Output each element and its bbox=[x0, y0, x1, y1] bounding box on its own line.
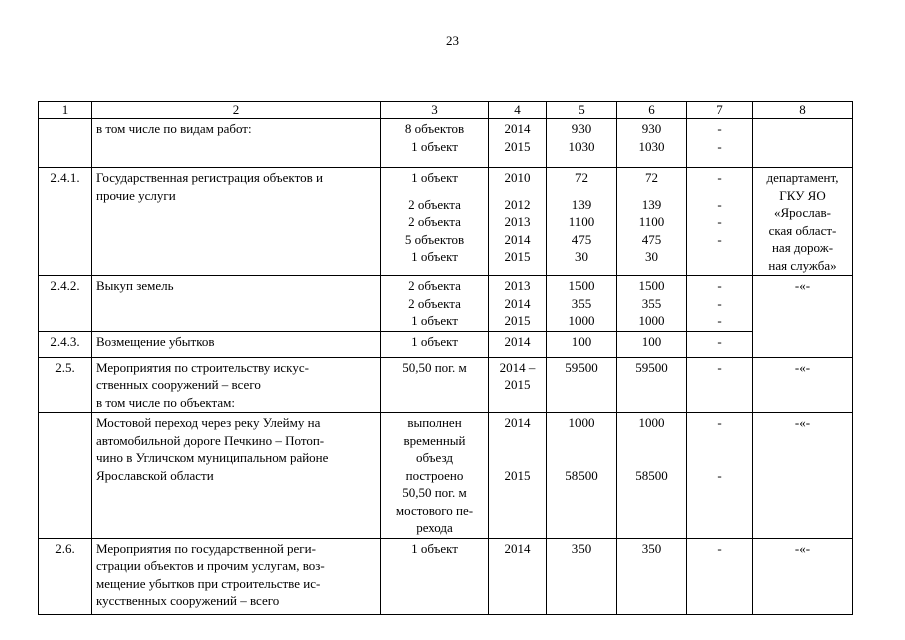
table-row bbox=[39, 331, 853, 357]
header-cell: 8 bbox=[753, 102, 853, 119]
value-cell: - bbox=[687, 331, 753, 357]
year-cell: 2014 bbox=[489, 331, 547, 357]
row-number-cell: 2.5. bbox=[39, 357, 92, 413]
value-cell: - bbox=[687, 538, 753, 614]
row-number-cell bbox=[39, 413, 92, 539]
value-cell: - - bbox=[687, 119, 753, 168]
value-cell: 1500 355 1000 bbox=[617, 276, 687, 332]
value-cell: 350 bbox=[547, 538, 617, 614]
value-cell: 1000 58500 bbox=[547, 413, 617, 539]
name-cell: Мероприятия по государственной реги- страции объектов и прочим услугам, воз- мещение убытков при строительстве ис- кусственных сооружений – всего bbox=[92, 538, 381, 614]
quantity-cell: выполнен временный объезд построено 50,50 пог. м мостового пе- рехода bbox=[381, 413, 489, 539]
row-number-cell: 2.6. bbox=[39, 538, 92, 614]
year-cell: 2014 – 2015 bbox=[489, 357, 547, 413]
value-cell: 59500 bbox=[547, 357, 617, 413]
name-cell: Мостовой переход через реку Улейму на автомобильной дороге Печкино – Потоп- чино в Угличском муниципальном районе Ярославской области bbox=[92, 413, 381, 539]
year-cell: 2014 bbox=[489, 538, 547, 614]
header-row bbox=[39, 102, 853, 119]
value-cell: - - - - bbox=[687, 168, 753, 276]
executor-cell: -«- bbox=[753, 413, 853, 539]
value-cell: 1000 58500 bbox=[617, 413, 687, 539]
header-cell: 6 bbox=[617, 102, 687, 119]
value-cell: 350 bbox=[617, 538, 687, 614]
row-number-cell: 2.4.1. bbox=[39, 168, 92, 276]
table-row bbox=[39, 119, 853, 168]
year-cell: 2014 2015 bbox=[489, 119, 547, 168]
header-cell: 2 bbox=[92, 102, 381, 119]
works-table bbox=[38, 101, 853, 615]
header-cell: 4 bbox=[489, 102, 547, 119]
table-row bbox=[39, 168, 853, 276]
name-cell: Государственная регистрация объектов и прочие услуги bbox=[92, 168, 381, 276]
page-number: 23 bbox=[446, 33, 459, 48]
quantity-cell: 8 объектов 1 объект bbox=[381, 119, 489, 168]
year-cell: 2014 2015 bbox=[489, 413, 547, 539]
row-number-cell: 2.4.2. bbox=[39, 276, 92, 332]
executor-cell: -«- bbox=[753, 357, 853, 413]
value-cell: - - - bbox=[687, 276, 753, 332]
executor-cell bbox=[753, 119, 853, 168]
value-cell: 1500 355 1000 bbox=[547, 276, 617, 332]
quantity-cell: 50,50 пог. м bbox=[381, 357, 489, 413]
value-cell: 72 139 1100 475 30 bbox=[617, 168, 687, 276]
table-row bbox=[39, 276, 853, 332]
header-cell: 3 bbox=[381, 102, 489, 119]
header-cell: 5 bbox=[547, 102, 617, 119]
table-row bbox=[39, 538, 853, 614]
year-cell: 2013 2014 2015 bbox=[489, 276, 547, 332]
name-cell: Выкуп земель bbox=[92, 276, 381, 332]
value-cell: - - bbox=[687, 413, 753, 539]
value-cell: 930 1030 bbox=[547, 119, 617, 168]
header-cell: 7 bbox=[687, 102, 753, 119]
executor-cell: -«- bbox=[753, 538, 853, 614]
value-cell: 72 139 1100 475 30 bbox=[547, 168, 617, 276]
header-cell: 1 bbox=[39, 102, 92, 119]
executor-cell: -«- bbox=[753, 276, 853, 358]
row-number-cell: 2.4.3. bbox=[39, 331, 92, 357]
value-cell: 100 bbox=[617, 331, 687, 357]
table-row bbox=[39, 413, 853, 539]
year-cell: 2010 2012 2013 2014 2015 bbox=[489, 168, 547, 276]
quantity-cell: 1 объект 2 объекта 2 объекта 5 объектов 1 объект bbox=[381, 168, 489, 276]
value-cell: - bbox=[687, 357, 753, 413]
value-cell: 100 bbox=[547, 331, 617, 357]
value-cell: 930 1030 bbox=[617, 119, 687, 168]
name-cell: Возмещение убытков bbox=[92, 331, 381, 357]
table-row bbox=[39, 357, 853, 413]
executor-cell: департамент, ГКУ ЯО «Ярослав- ская област- ная дорож- ная служба» bbox=[753, 168, 853, 276]
quantity-cell: 1 объект bbox=[381, 538, 489, 614]
name-cell: в том числе по видам работ: bbox=[92, 119, 381, 168]
name-cell: Мероприятия по строительству искус- ственных сооружений – всего в том числе по объектам: bbox=[92, 357, 381, 413]
quantity-cell: 2 объекта 2 объекта 1 объект bbox=[381, 276, 489, 332]
value-cell: 59500 bbox=[617, 357, 687, 413]
quantity-cell: 1 объект bbox=[381, 331, 489, 357]
row-number-cell bbox=[39, 119, 92, 168]
